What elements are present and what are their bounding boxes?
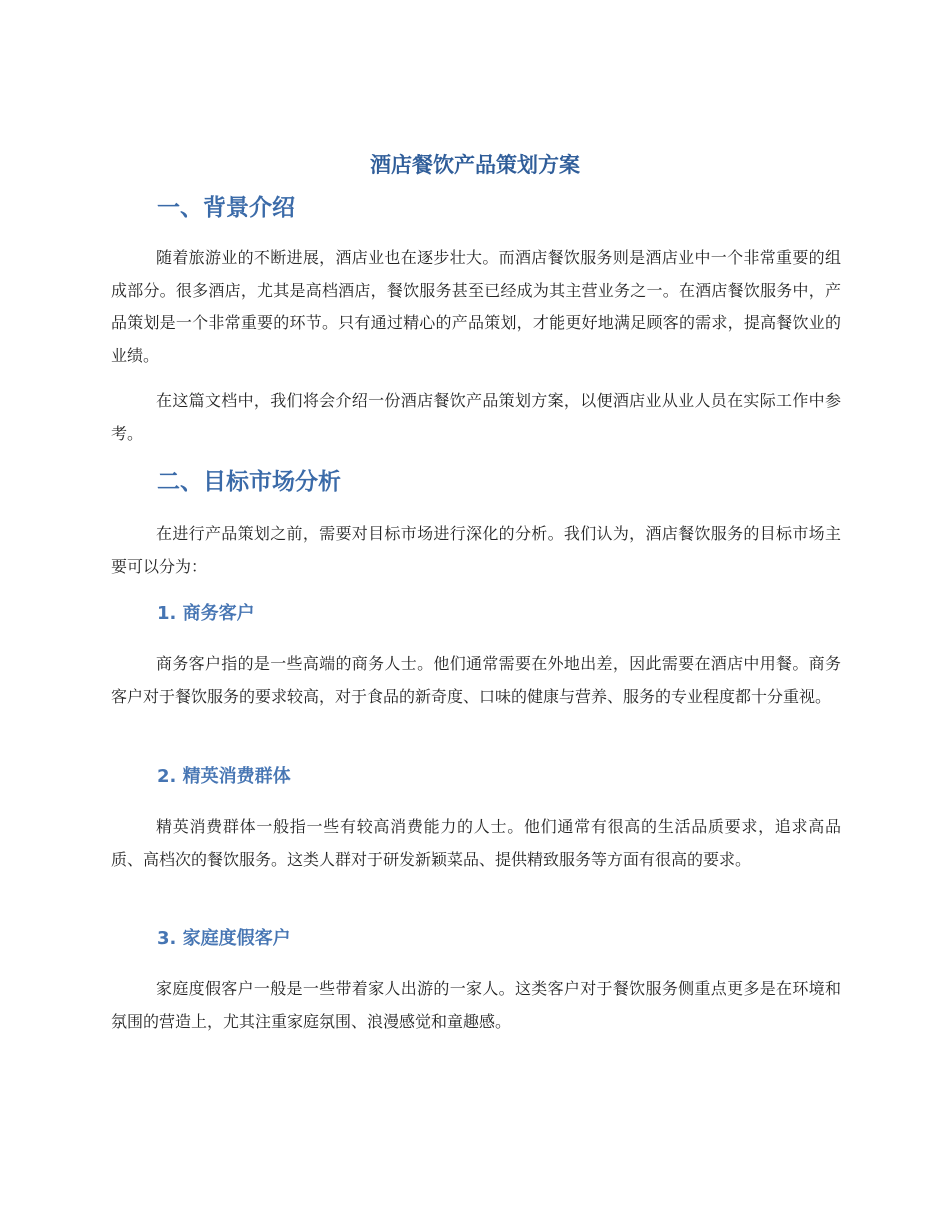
document-title: 酒店餐饮产品策划方案 bbox=[370, 153, 580, 177]
business-customers-paragraph: 商务客户指的是一些高端的商务人士。他们通常需要在外地出差，因此需要在酒店中用餐。商务客户对于餐饮服务的要求较高，对于食品的新奇度、口味的健康与营养、服务的专业程度都十分重视。 bbox=[111, 654, 841, 706]
subsection-heading-business: 1. 商务客户 bbox=[157, 603, 255, 624]
section-heading-background: 一、背景介绍 bbox=[157, 195, 295, 221]
section-heading-market-analysis: 二、目标市场分析 bbox=[157, 469, 341, 495]
background-paragraph-1: 随着旅游业的不断进展，酒店业也在逐步壮大。而酒店餐饮服务则是酒店业中一个非常重要的组成部分。很多酒店，尤其是高档酒店，餐饮服务甚至已经成为其主营业务之一。在酒店餐饮服务中，产品策划是一个非常重要的环节。只有通过精心的产品策划，才能更好地满足顾客的需求，提高餐饮业的业绩。 bbox=[111, 248, 841, 365]
subsection-heading-elite: 2. 精英消费群体 bbox=[157, 766, 291, 787]
background-paragraph-2: 在这篇文档中，我们将会介绍一份酒店餐饮产品策划方案，以便酒店业从业人员在实际工作中参考。 bbox=[111, 391, 841, 443]
subsection-heading-family: 3. 家庭度假客户 bbox=[157, 928, 291, 949]
market-analysis-intro: 在进行产品策划之前，需要对目标市场进行深化的分析。我们认为，酒店餐饮服务的目标市场主要可以分为： bbox=[111, 524, 841, 576]
family-vacation-paragraph: 家庭度假客户一般是一些带着家人出游的一家人。这类客户对于餐饮服务侧重点更多是在环境和氛围的营造上，尤其注重家庭氛围、浪漫感觉和童趣感。 bbox=[111, 979, 841, 1031]
elite-consumers-paragraph: 精英消费群体一般指一些有较高消费能力的人士。他们通常有很高的生活品质要求，追求高品质、高档次的餐饮服务。这类人群对于研发新颖菜品、提供精致服务等方面有很高的要求。 bbox=[111, 817, 841, 869]
